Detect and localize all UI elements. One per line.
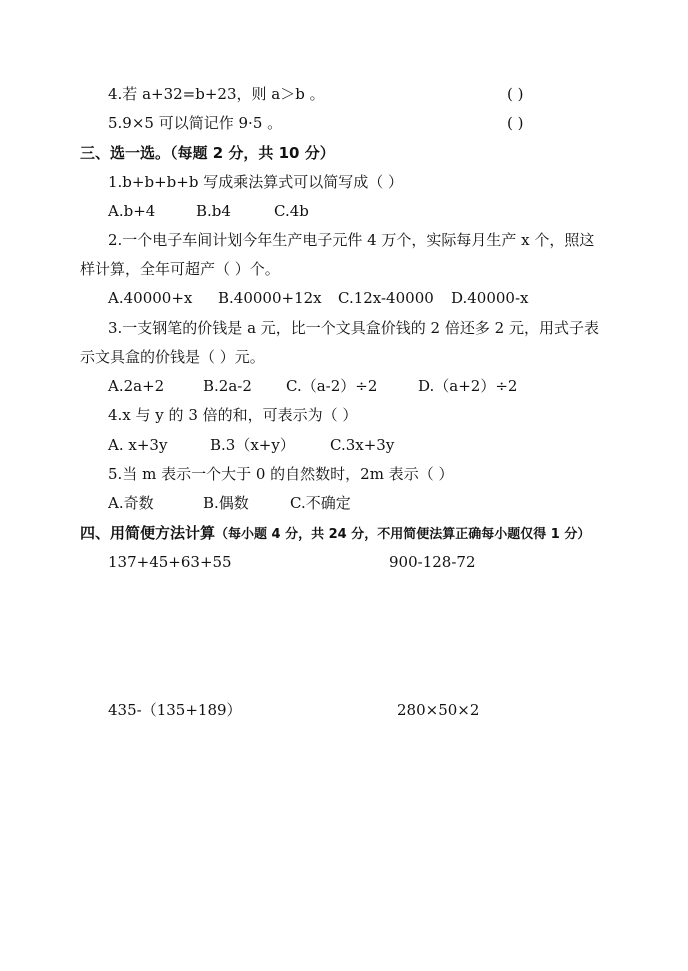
mc-q3-stem-line1: 3.一支钢笔的价钱是 a 元，比一个文具盒价钱的 2 倍还多 2 元，用式子表: [108, 319, 599, 337]
mc-q4-option-c[interactable]: C.3x+3y: [330, 436, 395, 454]
mc-q4-option-a[interactable]: A. x+3y: [108, 436, 168, 454]
mc-q3-option-d[interactable]: D.（a+2）÷2: [418, 377, 518, 395]
judge-q5-text: 5.9×5 可以简记作 9·5 。: [108, 114, 283, 132]
mc-q4-option-b[interactable]: B.3（x+y）: [210, 436, 295, 454]
mc-q1-option-a[interactable]: A.b+4: [108, 202, 156, 220]
mc-q3-option-c[interactable]: C.（a-2）÷2: [286, 377, 378, 395]
mc-q2-option-c[interactable]: C.12x-40000: [338, 289, 434, 307]
mc-q5-stem: 5.当 m 表示一个大于 0 的自然数时，2m 表示（ ）: [108, 465, 454, 483]
section4-title: 四、用简便方法计算: [80, 524, 216, 542]
mc-q4-stem: 4.x 与 y 的 3 倍的和，可表示为（ ）: [108, 406, 358, 424]
judge-q4-answer-blank[interactable]: ( ): [507, 85, 524, 103]
judge-q4-text: 4.若 a+32=b+23，则 a＞b 。: [108, 85, 325, 103]
mc-q3-stem-line2: 示文具盒的价钱是（ ）元。: [80, 348, 265, 366]
mc-q5-option-b[interactable]: B.偶数: [203, 494, 249, 512]
mc-q2-stem-line1: 2.一个电子车间计划今年生产电子元件 4 万个，实际每月生产 x 个，照这: [108, 231, 595, 249]
mc-q1-option-c[interactable]: C.4b: [274, 202, 309, 220]
mc-q1-option-b[interactable]: B.b4: [196, 202, 231, 220]
calc-problem-3: 435-（135+189）: [108, 701, 242, 719]
section4-heading: [80, 523, 590, 545]
section3-heading: 三、选一选。（每题 2 分，共 10 分）: [80, 144, 335, 162]
mc-q3-option-b[interactable]: B.2a-2: [203, 377, 252, 395]
calc-problem-4: 280×50×2: [397, 701, 480, 719]
mc-q5-option-c[interactable]: C.不确定: [290, 494, 351, 512]
mc-q2-stem-line2: 样计算，全年可超产（ ）个。: [80, 260, 280, 278]
calc-problem-1: 137+45+63+55: [108, 553, 232, 571]
mc-q2-option-a[interactable]: A.40000+x: [108, 289, 193, 307]
mc-q2-option-b[interactable]: B.40000+12x: [218, 289, 322, 307]
section4-note: （每小题 4 分，共 24 分，不用简便法算正确每小题仅得 1 分）: [215, 527, 591, 542]
mc-q2-option-d[interactable]: D.40000-x: [451, 289, 529, 307]
mc-q1-stem: 1.b+b+b+b 写成乘法算式可以简写成（ ）: [108, 173, 403, 191]
mc-q3-option-a[interactable]: A.2a+2: [108, 377, 165, 395]
mc-q5-option-a[interactable]: A.奇数: [108, 494, 154, 512]
judge-q5-answer-blank[interactable]: ( ): [507, 114, 524, 132]
calc-problem-2: 900-128-72: [389, 553, 476, 571]
